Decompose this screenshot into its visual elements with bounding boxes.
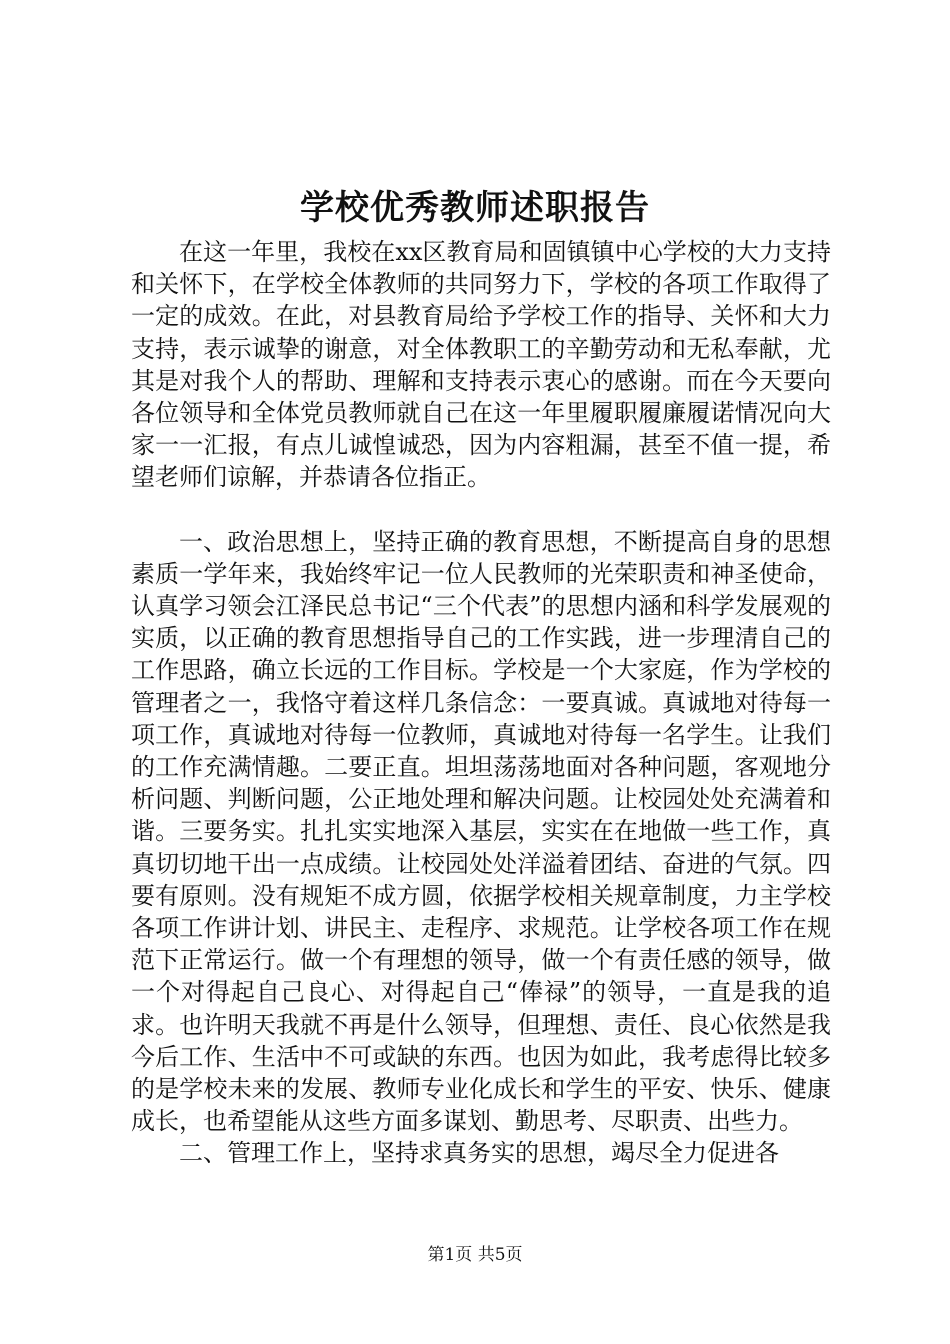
paragraph-political-thought: 一、政治思想上，坚持正确的教育思想，不断提高自身的思想素质一学年来，我始终牢记一位人民教师的光荣职责和神圣使命，认真学习领会江泽民总书记“三个代表”的思想内涵和科学发展观的实质，以正确的教育思想指导自己的工作实践，进一步理清自己的工作思路，确立长远的工作目标。学校是一个大家庭，作为学校的管理者之一，我恪守着这样几条信念：一要真诚。真诚地对待每一项工作，真诚地对待每一位教师，真诚地对待每一名学生。让我们的工作充满情趣。二要正直。坦坦荡荡地面对各种问题，客观地分析问题、判断问题，公正地处理和解决问题。让校园处处充满着和谐。三要务实。扎扎实实地深入基层，实实在在地做一些工作，真真切切地干出一点成绩。让校园处处洋溢着团结、奋进的气氛。四要有原则。没有规矩不成方圆，依据学校相关规章制度，力主学校各项工作讲计划、讲民主、走程序、求规范。让学校各项工作在规范下正常运行。做一个有理想的领导，做一个有责任感的领导，做一个对得起自己良心、对得起自己“俸禄”的领导，一直是我的追求。也许明天我就不再是什么领导，但理想、责任、良心依然是我今后工作、生活中不可或缺的东西。也因为如此，我考虑得比较多的是学校未来的发展、教师专业化成长和学生的平安、快乐、健康成长，也希望能从这些方面多谋划、勤思考、尽职责、出些力。 bbox=[131, 527, 831, 1136]
document-body bbox=[131, 236, 831, 1170]
document-title: 学校优秀教师述职报告 bbox=[300, 188, 650, 228]
paragraph-management-work: 二、管理工作上，坚持求真务实的思想，竭尽全力促进各 bbox=[179, 1139, 779, 1168]
page-number-footer: 第1页 共5页 bbox=[427, 1245, 523, 1265]
paragraph-intro: 在这一年里，我校在xx区教育局和固镇镇中心学校的大力支持和关怀下，在学校全体教师的共同努力下，学校的各项工作取得了一定的成效。在此，对县教育局给予学校工作的指导、关怀和大力支持，表示诚挚的谢意，对全体教职工的辛勤劳动和无私奉献，尤其是对我个人的帮助、理解和支持表示衷心的感谢。而在今天要向各位领导和全体党员教师就自己在这一年里履职履廉履诺情况向大家一一汇报，有点儿诚惶诚恐，因为内容粗漏，甚至不值一提，希望老师们谅解，并恭请各位指正。 bbox=[131, 238, 831, 492]
